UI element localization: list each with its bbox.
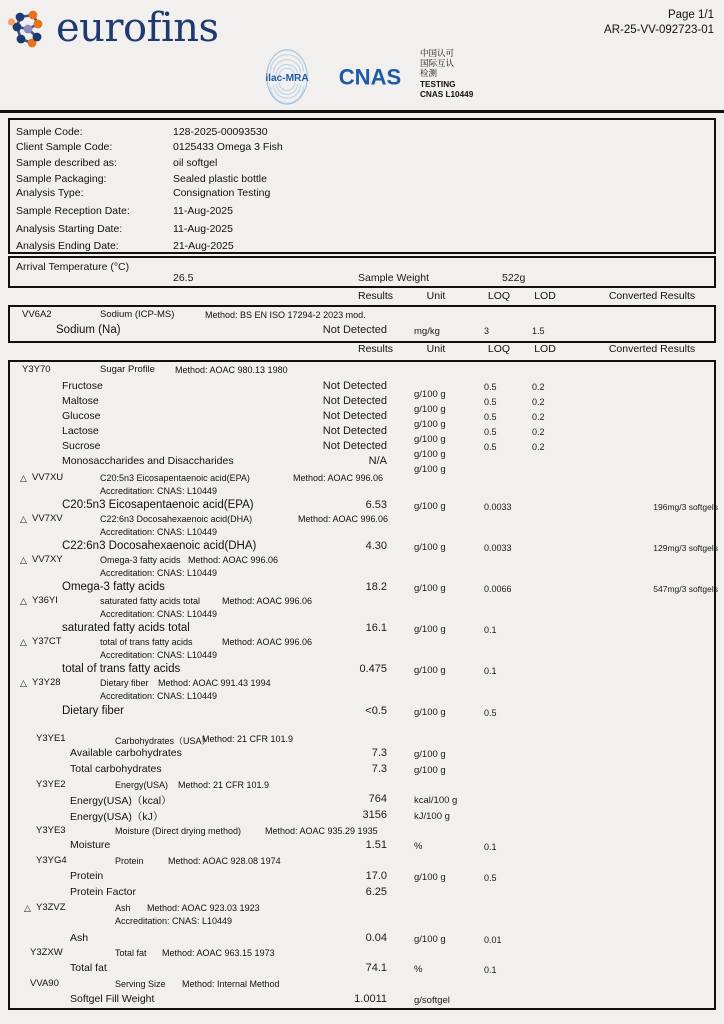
sample-weight-label: Sample Weight	[358, 272, 430, 284]
method-code: VV6A2	[22, 309, 52, 320]
method-name: C20:5n3 Eicosapentaenoic acid(EPA)	[100, 473, 250, 483]
analyte-result: 3156	[362, 809, 387, 821]
column-header-lod: LOD	[534, 343, 556, 355]
sample-info-label: Sample Code:	[16, 126, 83, 138]
accreditation-triangle-icon: △	[20, 473, 27, 483]
method-code: Y3YE2	[36, 779, 66, 790]
accreditation-note: Accreditation: CNAS: L10449	[100, 486, 218, 496]
analyte-loq: 0.1	[484, 965, 497, 975]
method-ref: Method: AOAC 935.29 1935	[265, 826, 378, 836]
analyte-name: total of trans fatty acids	[62, 663, 181, 675]
method-code: Y3ZVZ	[36, 902, 66, 913]
accreditation-triangle-icon: △	[20, 678, 27, 688]
method-code: Y3Y28	[32, 677, 61, 688]
method-code: VVA90	[30, 978, 59, 989]
analyte-result: 7.3	[371, 763, 387, 775]
column-header-converted: Converted Results	[608, 343, 696, 355]
method-ref: Method: AOAC 963.15 1973	[162, 948, 275, 958]
analyte-result: 1.51	[365, 839, 387, 851]
sample-info-value: 128-2025-00093530	[173, 126, 268, 138]
analyte-result: 7.3	[371, 747, 387, 759]
header-divider	[0, 110, 724, 113]
page-number: Page 1/1	[667, 9, 714, 21]
accreditation-note: Accreditation: CNAS: L10449	[100, 527, 218, 537]
ilac-mra-text: ilac-MRA	[265, 72, 309, 84]
sample-info-value: Sealed plastic bottle	[173, 173, 267, 185]
method-ref: Method: AOAC 996.06	[222, 596, 313, 606]
eurofins-dot-cluster-icon	[8, 8, 52, 52]
analyte-loq: 0.5	[484, 708, 497, 718]
analyte-unit: g/100 g	[414, 872, 446, 883]
sample-info-label: Analysis Type:	[16, 187, 84, 199]
analyte-lod: 0.2	[532, 427, 545, 437]
analyte-loq: 0.5	[484, 873, 497, 883]
accreditation-note: Accreditation: CNAS: L10449	[115, 916, 233, 926]
analyte-unit: g/100 g	[414, 434, 446, 445]
analyte-result: 74.1	[365, 962, 387, 974]
analyte-lod: 0.2	[532, 397, 545, 407]
analyte-name: C22:6n3 Docosahexaenoic acid(DHA)	[62, 540, 257, 552]
analyte-result: 764	[368, 793, 387, 805]
analyte-unit: kcal/100 g	[414, 795, 458, 806]
analyte-loq: 0.0033	[484, 502, 512, 512]
analyte-result: 18.2	[365, 581, 387, 593]
method-code: Y3ZXW	[30, 947, 63, 958]
column-header-converted: Converted Results	[608, 290, 696, 302]
method-code: Y3YE1	[36, 733, 66, 744]
method-ref: Method: AOAC 996.06	[293, 473, 384, 483]
analyte-unit: g/100 g	[414, 665, 446, 676]
analyte-result: 0.475	[359, 663, 387, 675]
analyte-name: Sodium (Na)	[56, 324, 121, 336]
sample-info-label: Sample described as:	[16, 157, 117, 169]
accreditation-note: Accreditation: CNAS: L10449	[100, 609, 218, 619]
method-code: VV7XY	[32, 554, 63, 565]
method-ref: Method: AOAC 991.43 1994	[158, 678, 271, 688]
analyte-result: Not Detected	[322, 380, 387, 392]
sample-info-label: Client Sample Code:	[16, 141, 113, 153]
analyte-lod: 0.2	[532, 412, 545, 422]
analyte-unit: g/100 g	[414, 449, 446, 460]
column-header-row	[8, 343, 716, 358]
analyte-result: 16.1	[365, 622, 387, 634]
analyte-loq: 0.0066	[484, 584, 512, 594]
accreditation-triangle-icon: △	[24, 903, 31, 913]
column-header-lod: LOD	[534, 290, 556, 302]
method-name: Omega-3 fatty acids	[100, 555, 181, 565]
method-code: VV7XV	[32, 513, 63, 524]
cnas-cn-line2: 国际互认	[420, 59, 455, 70]
method-name: C22:6n3 Docosahexaenoic acid(DHA)	[100, 514, 253, 524]
method-name: Serving Size	[115, 979, 166, 989]
analyte-name: Dietary fiber	[62, 705, 124, 717]
analyte-name: Energy(USA)（kJ）	[70, 811, 164, 823]
method-name: Energy(USA)	[115, 780, 169, 790]
analyte-result: Not Detected	[322, 410, 387, 422]
method-code: Y3YE3	[36, 825, 66, 836]
analyte-unit: g/100 g	[414, 389, 446, 400]
analyte-result: Not Detected	[322, 425, 387, 437]
analyte-loq: 0.1	[484, 842, 497, 852]
arrival-temperature-value: 26.5	[173, 272, 194, 284]
arrival-temperature-label: Arrival Temperature (°C)	[16, 261, 130, 273]
accreditation-triangle-icon: △	[20, 637, 27, 647]
analyte-name: Maltose	[62, 395, 99, 407]
analyte-result: <0.5	[365, 705, 387, 717]
analyte-name: Energy(USA)（kcal）	[70, 795, 172, 807]
method-code: Y3YG4	[36, 855, 67, 866]
analyte-unit: g/100 g	[414, 707, 446, 718]
method-ref: Method: AOAC 996.06	[298, 514, 389, 524]
analyte-name: C20:5n3 Eicosapentaenoic acid(EPA)	[62, 499, 254, 511]
method-name: Sodium (ICP-MS)	[100, 309, 175, 320]
method-code: Y37CT	[32, 636, 62, 647]
method-name: Dietary fiber	[100, 678, 149, 688]
accreditation-triangle-icon: △	[20, 514, 27, 524]
column-header-loq: LOQ	[487, 343, 511, 355]
method-code: Y36YI	[32, 595, 58, 606]
analyte-lod: 1.5	[532, 326, 545, 336]
analyte-result: Not Detected	[322, 395, 387, 407]
analyte-name: Fructose	[62, 380, 103, 392]
analyte-loq: 0.0033	[484, 543, 512, 553]
sample-info-value: 11-Aug-2025	[173, 223, 233, 235]
analyte-loq: 3	[484, 326, 490, 336]
cnas-caption	[420, 49, 473, 100]
method-name: Total fat	[115, 948, 147, 958]
method-name: saturated fatty acids total	[100, 596, 201, 606]
analyte-unit: g/100 g	[414, 765, 446, 776]
accreditation-note: Accreditation: CNAS: L10449	[100, 568, 218, 578]
sample-info-value: 21-Aug-2025	[173, 240, 234, 252]
column-header-loq: LOQ	[487, 290, 511, 302]
accreditation-note: Accreditation: CNAS: L10449	[100, 691, 218, 701]
cnas-testing-label: TESTING	[420, 79, 456, 89]
analyte-name: Total fat	[70, 962, 107, 974]
brand-wordmark: eurofins	[56, 5, 219, 51]
sample-info-label: Sample Packaging:	[16, 173, 107, 185]
page-info	[604, 8, 714, 38]
method-ref: Method: AOAC 923.03 1923	[147, 903, 260, 913]
analyte-name: Protein Factor	[70, 886, 136, 898]
method-ref: Method: 21 CFR 101.9	[202, 734, 294, 744]
method-ref: Method: AOAC 928.08 1974	[168, 856, 281, 866]
cnas-cn-line1: 中国认可	[420, 49, 455, 59]
accreditation-triangle-icon: △	[20, 596, 27, 606]
method-ref: Method: AOAC 996.06	[222, 637, 313, 647]
analyte-unit: %	[414, 964, 423, 975]
column-header-unit: Unit	[426, 290, 446, 302]
analyte-unit: kJ/100 g	[414, 811, 450, 822]
analyte-name: Sucrose	[62, 440, 101, 452]
analyte-loq: 0.5	[484, 397, 497, 407]
analyte-loq: 0.5	[484, 412, 497, 422]
analyte-loq: 0.5	[484, 382, 497, 392]
analyte-unit: %	[414, 841, 423, 852]
analyte-name: Omega-3 fatty acids	[62, 581, 165, 593]
main-results-block	[8, 360, 716, 1010]
sample-info-label: Sample Reception Date:	[16, 205, 130, 217]
analyte-name: Protein	[70, 870, 104, 882]
analyte-unit: g/100 g	[414, 419, 446, 430]
analyte-name: Lactose	[62, 425, 99, 437]
column-header-results: Results	[357, 290, 393, 302]
analyte-unit: g/100 g	[414, 404, 446, 415]
analyte-unit: g/100 g	[414, 749, 446, 760]
eurofins-logo	[6, 5, 219, 54]
analyte-result: 1.0011	[354, 993, 387, 1005]
method-name: Ash	[115, 903, 131, 913]
analyte-name: Total carbohydrates	[70, 763, 162, 775]
sample-info-label: Analysis Starting Date:	[16, 223, 123, 235]
method-name: Sugar Profile	[100, 364, 155, 375]
analyte-result: N/A	[368, 455, 387, 467]
method-code: Y3Y70	[22, 364, 51, 375]
analyte-name: Ash	[70, 932, 89, 944]
analyte-unit: g/100 g	[414, 542, 446, 553]
method-ref: Method: 21 CFR 101.9	[178, 780, 270, 790]
ilac-mra-icon	[258, 48, 316, 106]
analyte-result: 6.25	[365, 886, 387, 898]
analyte-unit: g/100 g	[414, 934, 446, 945]
analyte-unit: g/100 g	[414, 464, 446, 475]
method-ref: Method: AOAC 980.13 1980	[175, 365, 288, 375]
analyte-loq: 0.5	[484, 427, 497, 437]
cnas-text: CNAS	[338, 64, 402, 90]
accreditation-note: Accreditation: CNAS: L10449	[100, 650, 218, 660]
analyte-loq: 0.1	[484, 666, 497, 676]
sample-info-value: oil softgel	[173, 157, 218, 169]
page-header	[0, 0, 724, 110]
accreditation-logos	[258, 46, 488, 108]
analyte-name: Glucose	[62, 410, 101, 422]
method-ref: Method: AOAC 996.06	[188, 555, 279, 565]
arrival-temperature-box	[8, 256, 716, 288]
analyte-result: 6.53	[365, 499, 387, 511]
analyte-unit: g/100 g	[414, 583, 446, 594]
analyte-result: 4.30	[365, 540, 387, 552]
analyte-name: Available carbohydrates	[70, 747, 182, 759]
sample-info-value: Consignation Testing	[173, 187, 271, 199]
cnas-icon	[324, 52, 416, 102]
analyte-converted-result: 196mg/3 softgels	[653, 502, 718, 512]
analyte-unit: mg/kg	[414, 326, 440, 337]
analyte-converted-result: 547mg/3 softgels	[653, 584, 718, 594]
analyte-lod: 0.2	[532, 382, 545, 392]
column-header-unit: Unit	[426, 343, 446, 355]
sample-info-value: 0125433 Omega 3 Fish	[173, 141, 283, 153]
column-header-results: Results	[357, 343, 393, 355]
analyte-result: 17.0	[365, 870, 387, 882]
analyte-unit: g/100 g	[414, 624, 446, 635]
analyte-loq: 0.5	[484, 442, 497, 452]
analyte-unit: g/softgel	[414, 995, 450, 1006]
method-name: Moisture (Direct drying method)	[115, 826, 242, 836]
method-ref: Method: Internal Method	[182, 979, 280, 989]
analyte-loq: 0.1	[484, 625, 497, 635]
column-header-row	[8, 290, 716, 305]
sample-weight-value: 522g	[502, 272, 526, 284]
accreditation-triangle-icon: △	[20, 555, 27, 565]
analyte-result: Not Detected	[322, 324, 387, 336]
cnas-registration-number: CNAS L10449	[420, 89, 474, 99]
analyte-name: Moisture	[70, 839, 111, 851]
sample-info-box	[8, 118, 716, 254]
method-name: Protein	[115, 856, 144, 866]
method-code: VV7XU	[32, 472, 64, 483]
sample-info-label: Analysis Ending Date:	[16, 240, 119, 252]
method-name: total of trans fatty acids	[100, 637, 193, 647]
sodium-results-block	[8, 305, 716, 343]
analyte-unit: g/100 g	[414, 501, 446, 512]
method-name: Carbohydrates（USA）	[115, 736, 211, 746]
report-number: AR-25-VV-092723-01	[604, 24, 714, 36]
analyte-converted-result: 129mg/3 softgels	[653, 543, 718, 553]
analyte-lod: 0.2	[532, 442, 545, 452]
analyte-name: Softgel Fill Weight	[70, 993, 155, 1005]
analyte-name: saturated fatty acids total	[62, 622, 190, 634]
analyte-result: Not Detected	[322, 440, 387, 452]
cnas-cn-line3: 检测	[420, 69, 438, 80]
analyte-result: 0.04	[365, 932, 387, 944]
sample-info-value: 11-Aug-2025	[173, 205, 233, 217]
analyte-loq: 0.01	[484, 935, 502, 945]
method-ref: Method: BS EN ISO 17294-2 2023 mod.	[205, 310, 366, 320]
analyte-name: Monosaccharides and Disaccharides	[62, 455, 234, 467]
